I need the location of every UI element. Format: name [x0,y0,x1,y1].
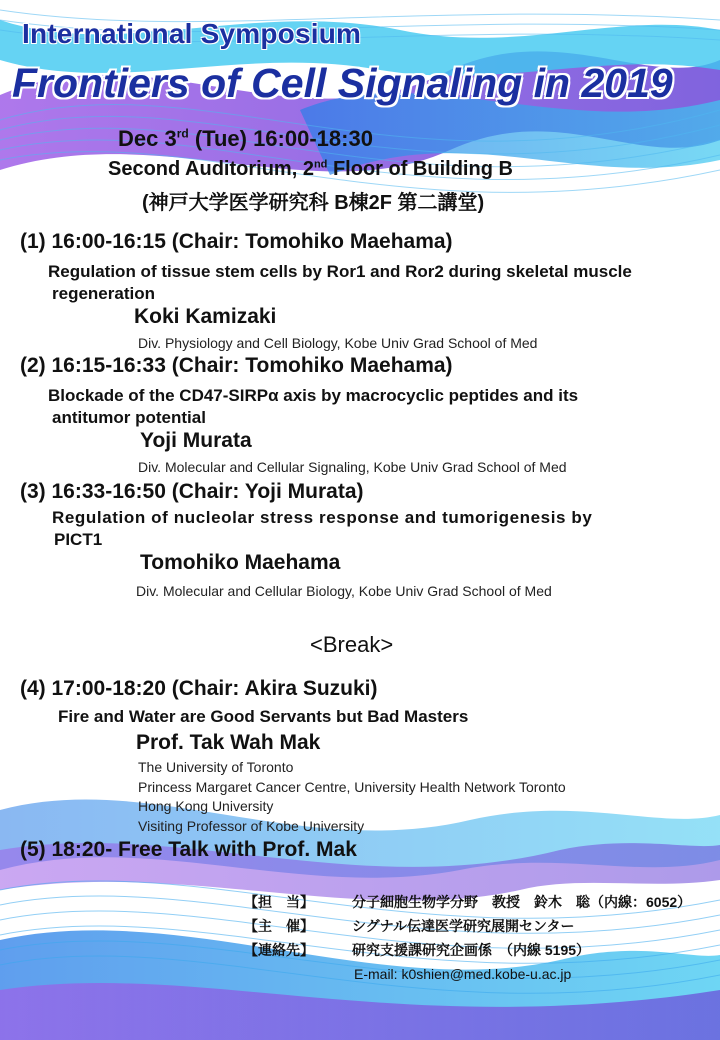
footer-email[interactable]: E-mail: k0shien@med.kobe-u.ac.jp [354,966,572,982]
poster-title: Frontiers of Cell Signaling in 2019 [12,60,673,106]
keynote-speaker: Prof. Tak Wah Mak [136,731,321,754]
session-1-speaker: Koki Kamizaki [134,305,277,328]
free-talk-heading: (5) 18:20- Free Talk with Prof. Mak [20,838,357,861]
session-3-heading: (3) 16:33-16:50 (Chair: Yoji Murata) [20,480,364,503]
keynote-affiliation: Visiting Professor of Kobe University [138,818,365,834]
session-3-title-line1: Regulation of nucleolar stress response and tumorigenesis by [52,508,593,527]
footer-label-contact: 【連絡先】 [244,942,314,958]
session-1-affiliation: Div. Physiology and Cell Biology, Kobe Univ Grad School of Med [138,335,538,351]
session-2-heading: (2) 16:15-16:33 (Chair: Tomohiko Maehama) [20,354,453,377]
keynote-affiliation: Hong Kong University [138,798,274,814]
symposium-label: International Symposium [22,18,362,49]
session-2-title-line2: antitumor potential [52,408,206,427]
keynote-affiliation: Princess Margaret Cancer Centre, University Health Network Toronto [138,779,566,795]
session-2-title-line1: Blockade of the CD47-SIRPα axis by macrocyclic peptides and its [48,386,579,405]
session-3-speaker: Tomohiko Maehama [140,551,341,574]
keynote-affiliation: The University of Toronto [138,759,294,775]
footer-label-contact-person: 【担 当】 [244,894,314,910]
break-label: <Break> [310,632,394,657]
session-2-speaker: Yoji Murata [140,429,252,452]
event-venue: Second Auditorium, 2nd Floor of Building B [108,158,513,180]
session-3-affiliation: Div. Molecular and Cellular Biology, Kobe Univ Grad School of Med [136,583,552,599]
session-1-title-line1: Regulation of tissue stem cells by Ror1 and Ror2 during skeletal muscle [48,262,632,281]
keynote-title: Fire and Water are Good Servants but Bad Masters [58,707,469,726]
footer-value-contact-person: 分子細胞生物学分野 教授 鈴木 聡（内線：6052） [352,894,692,910]
footer-label-organizer: 【主 催】 [244,918,314,934]
session-1-heading: (1) 16:00-16:15 (Chair: Tomohiko Maehama) [20,230,453,253]
footer-value-organizer: シグナル伝達医学研究展開センター [352,918,575,934]
keynote-heading: (4) 17:00-18:20 (Chair: Akira Suzuki) [20,677,378,700]
session-2-affiliation: Div. Molecular and Cellular Signaling, Kobe Univ Grad School of Med [138,459,567,475]
footer-value-contact: 研究支援課研究企画係 （内線 5195） [352,942,591,958]
session-3-title-line2: PICT1 [54,530,103,549]
event-date: Dec 3rd (Tue) 16:00-18:30 [118,126,373,151]
session-1-title-line2: regeneration [52,284,155,303]
event-venue-japanese: (神戸大学医学研究科 B棟2F 第二講堂) [142,192,485,214]
